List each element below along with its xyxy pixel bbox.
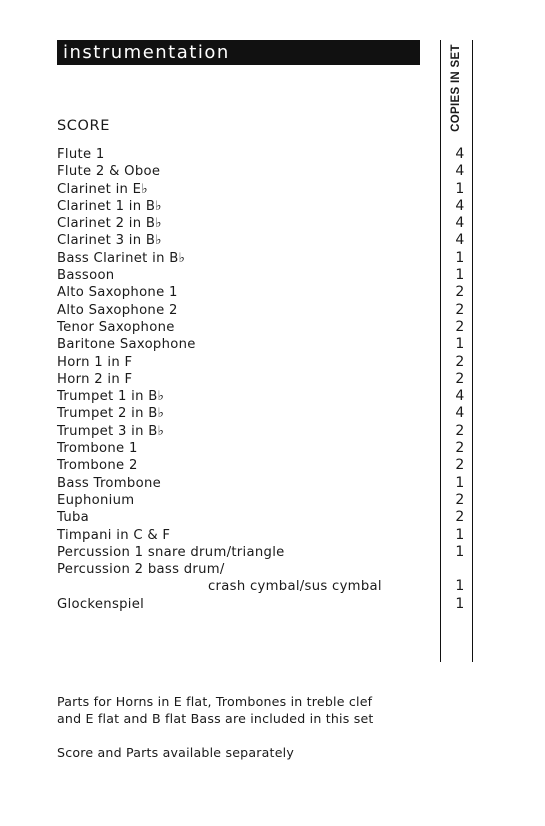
instrument-name: Alto Saxophone 2 — [57, 302, 178, 318]
instrument-row — [57, 596, 477, 613]
copies-count: 2 — [455, 318, 465, 335]
copies-count: 4 — [455, 405, 465, 422]
copies-count: 2 — [455, 440, 465, 457]
instrument-row — [57, 284, 477, 301]
instrument-name: Trombone 2 — [57, 458, 138, 474]
instrument-row — [57, 146, 477, 163]
instrument-name: Clarinet 1 in B♭ — [57, 198, 162, 214]
instrument-name: Bass Trombone — [57, 475, 162, 491]
copies-count: 1 — [455, 474, 465, 491]
instrument-row — [57, 215, 477, 232]
copies-count: 1 — [455, 249, 465, 266]
instrumentation-title: instrumentation — [57, 40, 420, 65]
copies-count: 1 — [455, 336, 465, 353]
notes — [57, 693, 537, 761]
copies-count: 1 — [455, 578, 465, 595]
copies-count: 4 — [455, 232, 465, 249]
instrument-row — [57, 388, 477, 405]
copies-count: 1 — [455, 267, 465, 284]
instrument-name: Trumpet 3 in B♭ — [57, 423, 165, 439]
instrument-name: Trombone 1 — [57, 441, 138, 457]
instrument-row — [57, 457, 477, 474]
instrument-name: Timpani in C & F — [57, 527, 171, 543]
instrument-name: Tenor Saxophone — [57, 319, 175, 335]
copies-count: 4 — [455, 146, 465, 162]
instrument-row — [57, 336, 477, 353]
instrument-name: Euphonium — [57, 492, 135, 508]
instrument-name: Clarinet 3 in B♭ — [57, 233, 162, 249]
instrument-name: Glockenspiel — [57, 596, 145, 612]
copies-count: 2 — [455, 284, 465, 301]
instrument-row — [57, 181, 477, 198]
instrument-name: Bass Clarinet in B♭ — [57, 250, 186, 266]
instrument-row — [57, 527, 477, 544]
copies-count: 4 — [455, 197, 465, 214]
instrument-row — [57, 354, 477, 371]
instrument-name: Horn 2 in F — [57, 371, 133, 387]
instrument-row — [57, 578, 477, 595]
copies-count: 2 — [455, 457, 465, 474]
copies-count: 2 — [455, 370, 465, 387]
instrument-name: crash cymbal/sus cymbal — [208, 579, 382, 595]
instrument-name: Tuba — [57, 510, 90, 526]
instrument-row — [57, 319, 477, 336]
copies-count: 4 — [455, 163, 465, 180]
instrument-row — [57, 302, 477, 319]
instrument-name: Flute 2 & Oboe — [57, 164, 161, 180]
instrument-row — [57, 405, 477, 422]
instrument-list — [57, 146, 477, 613]
copies-count: 2 — [455, 301, 465, 318]
instrument-row — [57, 267, 477, 284]
instrument-row — [57, 423, 477, 440]
instrument-name: Bassoon — [57, 268, 115, 284]
parts-note-line-2: and E flat and B flat Bass are included in this set — [57, 711, 374, 726]
instrument-name: Clarinet 2 in B♭ — [57, 216, 162, 232]
instrument-row — [57, 544, 477, 561]
copies-in-set-label: COPIES IN SET — [450, 43, 462, 132]
parts-note-line-1: Parts for Horns in E flat, Trombones in treble clef — [57, 694, 373, 709]
availability-note: Score and Parts available separately — [57, 745, 294, 760]
copies-count: 1 — [455, 526, 465, 543]
copies-count: 2 — [455, 422, 465, 439]
copies-in-set-header — [436, 40, 476, 135]
score-label: SCORE — [57, 118, 110, 134]
instrument-name: Trumpet 1 in B♭ — [57, 389, 165, 405]
instrument-row — [57, 440, 477, 457]
instrument-name: Flute 1 — [57, 147, 105, 162]
instrument-row — [57, 509, 477, 526]
instrument-name: Percussion 2 bass drum/ — [57, 562, 225, 578]
copies-count: 1 — [455, 543, 465, 560]
instrument-name: Percussion 1 snare drum/triangle — [57, 544, 285, 560]
instrument-row — [57, 198, 477, 215]
instrument-row — [57, 371, 477, 388]
copies-count: 4 — [455, 388, 465, 405]
copies-count: 2 — [455, 353, 465, 370]
copies-count: 1 — [455, 595, 465, 612]
instrument-row — [57, 250, 477, 267]
instrument-name: Clarinet in E♭ — [57, 181, 148, 197]
instrument-row — [57, 561, 477, 578]
copies-count: 2 — [455, 491, 465, 508]
instrument-row — [57, 163, 477, 180]
copies-count: 1 — [455, 180, 465, 197]
instrument-row — [57, 492, 477, 509]
instrument-name: Horn 1 in F — [57, 354, 133, 370]
copies-count: 2 — [455, 509, 465, 526]
instrument-row — [57, 232, 477, 249]
instrument-name: Alto Saxophone 1 — [57, 285, 178, 301]
instrument-name: Trumpet 2 in B♭ — [57, 406, 165, 422]
instrument-row — [57, 475, 477, 492]
instrument-name: Baritone Saxophone — [57, 337, 196, 353]
copies-count: 4 — [455, 215, 465, 232]
